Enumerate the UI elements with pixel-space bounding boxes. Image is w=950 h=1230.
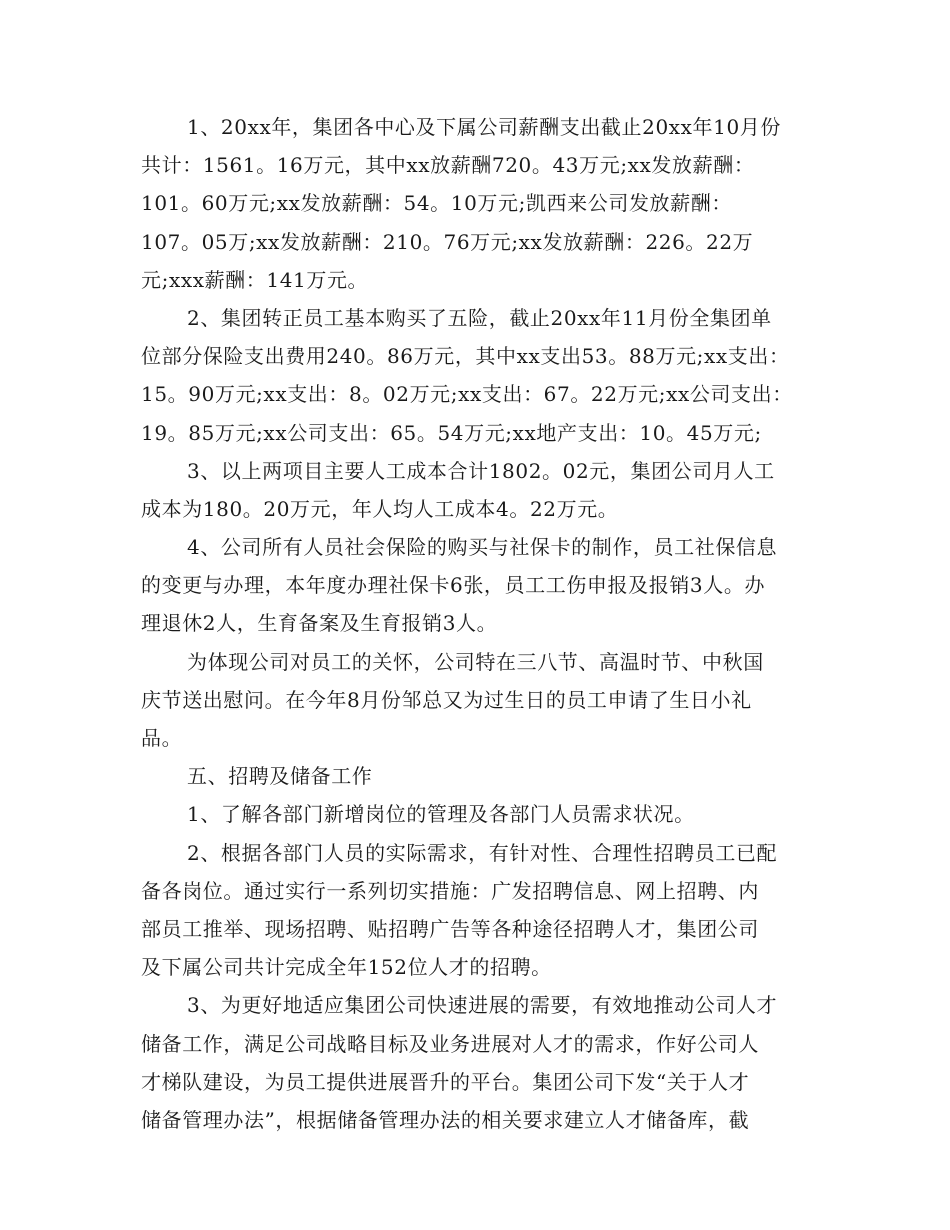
text-line: 为体现公司对员工的关怀，公司特在三八节、高温时节、中秋国 [187, 649, 764, 674]
text-line: 4、公司所有人员社会保险的购买与社保卡的制作，员工社保信息 [187, 535, 778, 560]
text-line: 储备工作，满足公司战略目标及业务进展对人才的需求，作好公司人 [141, 1031, 759, 1056]
text-line: 3、为更好地适应集团公司快速进展的需要，有效地推动公司人才 [187, 993, 778, 1018]
text-line: 部员工推举、现场招聘、贴招聘广告等各种途径招聘人才，集团公司 [141, 916, 759, 941]
text-line: 备各岗位。通过实行一系列切实措施：广发招聘信息、网上招聘、内 [141, 878, 759, 903]
text-line: 位部分保险支出费用240。86万元，其中xx支出53。88万元;xx支出： [141, 344, 790, 369]
text-line: 2、集团转正员工基本购买了五险，截止20xx年11月份全集团单 [187, 305, 772, 330]
text-line: 储备管理办法”，根据储备管理办法的相关要求建立人才储备库，截 [141, 1107, 750, 1132]
text-line: 及下属公司共计完成全年152位人才的招聘。 [141, 955, 552, 980]
text-line: 19。85万元;xx公司支出：65。54万元;xx地产支出：10。45万元; [141, 420, 762, 445]
text-line: 107。05万;xx发放薪酬：210。76万元;xx发放薪酬：226。22万 [141, 229, 754, 254]
text-line: 3、以上两项目主要人工成本合计1802。02元，集团公司月人工 [187, 458, 775, 483]
text-line: 元;xxx薪酬：141万元。 [141, 267, 369, 292]
text-line: 1、了解各部门新增岗位的管理及各部门人员需求状况。 [187, 802, 695, 827]
text-line: 的变更与办理，本年度办理社保卡6张，员工工伤申报及报销3人。办 [141, 573, 766, 598]
text-line: 101。60万元;xx发放薪酬：54。10万元;凯西来公司发放薪酬： [141, 191, 732, 216]
text-line: 共计：1561。16万元，其中xx放薪酬720。43万元;xx发放薪酬： [141, 153, 755, 178]
text-line: 理退休2人，生育备案及生育报销3人。 [141, 611, 498, 636]
text-line: 1、20xx年，集团各中心及下属公司薪酬支出截止20xx年10月份 [187, 115, 781, 139]
text-line: 15。90万元;xx支出：8。02万元;xx支出：67。22万元;xx公司支出： [141, 382, 793, 407]
text-line: 品。 [141, 726, 183, 750]
text-line: 五、招聘及储备工作 [187, 764, 373, 789]
text-line: 2、根据各部门人员的实际需求，有针对性、合理性招聘员工已配 [187, 840, 778, 865]
text-line: 庆节送出慰问。在今年8月份邹总又为过生日的员工申请了生日小礼 [141, 687, 752, 712]
document-body [141, 108, 813, 1139]
text-line: 成本为180。20万元，年人均人工成本4。22万元。 [141, 496, 619, 521]
text-line: 才梯队建设，为员工提供进展晋升的平台。集团公司下发“关于人才 [141, 1069, 750, 1094]
